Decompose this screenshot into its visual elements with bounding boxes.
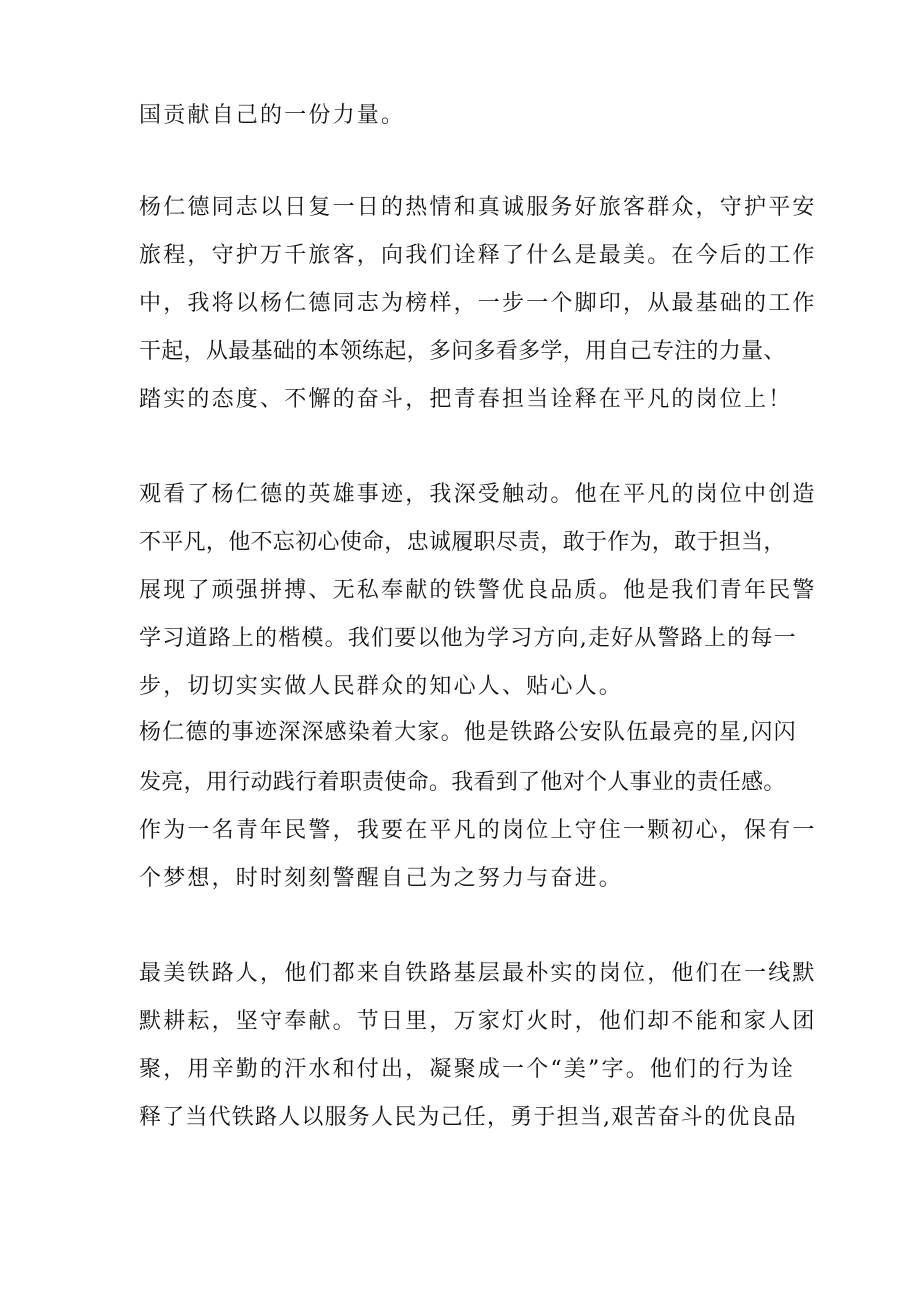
paragraph-3-line-3: 展现了顽强拼搏、无私奉献的铁警优良品质。他是我们青年民警 <box>139 578 817 603</box>
paragraph-5-line-1: 最美铁路人，他们都来自铁路基层最朴实的岗位，他们在一线默 <box>139 961 817 986</box>
paragraph-2-line-3: 中，我将以杨仁德同志为榜样，一步一个脚印，从最基础的工作 <box>139 291 817 316</box>
paragraph-4-line-2: 发亮，用行动践行着职责使命。我看到了他对个人事业的责任感。 <box>139 770 786 795</box>
paragraph-4-line-4: 个梦想，时时刻刻警醒自己为之努力与奋进。 <box>139 866 624 891</box>
paragraph-5-line-2: 默耕耘，坚守奉献。节日里，万家灯火时，他们却不能和家人团 <box>139 1009 817 1034</box>
paragraph-5-line-3: 聚，用辛勤的汗水和付出，凝聚成一个“美”字。他们的行为诠 <box>139 1057 796 1082</box>
paragraph-2-line-4: 干起，从最基础的本领练起，多问多看多学，用自己专注的力量、 <box>139 339 786 364</box>
paragraph-3-line-5: 步，切切实实做人民群众的知心人、贴心人。 <box>139 674 624 699</box>
paragraph-3-line-2: 不平凡，他不忘初心使命，忠诚履职尽责，敢于作为，敢于担当， <box>139 530 786 555</box>
paragraph-2-line-2: 旅程，守护万千旅客，向我们诠释了什么是最美。在今后的工作 <box>139 243 817 268</box>
paragraph-4-line-1: 杨仁德的事迹深深感染着大家。他是铁路公安队伍最亮的星,闪闪 <box>139 720 797 745</box>
paragraph-3-line-4: 学习道路上的楷模。我们要以他为学习方向,走好从警路上的每一 <box>139 626 797 651</box>
paragraph-2-line-1: 杨仁德同志以日复一日的热情和真诚服务好旅客群众，守护平安 <box>139 195 817 220</box>
paragraph-3-line-1: 观看了杨仁德的英雄事迹，我深受触动。他在平凡的岗位中创造 <box>139 482 817 507</box>
paragraph-5-line-4: 释了当代铁路人以服务人民为己任，勇于担当,艰苦奋斗的优良品 <box>139 1105 797 1130</box>
paragraph-4-line-3: 作为一名青年民警，我要在平凡的岗位上守住一颗初心，保有一 <box>139 818 817 843</box>
paragraph-1-line-1: 国贡献自己的一份力量。 <box>139 103 406 128</box>
paragraph-2-line-5: 踏实的态度、不懈的奋斗，把青春担当诠释在平凡的岗位上！ <box>139 387 793 412</box>
